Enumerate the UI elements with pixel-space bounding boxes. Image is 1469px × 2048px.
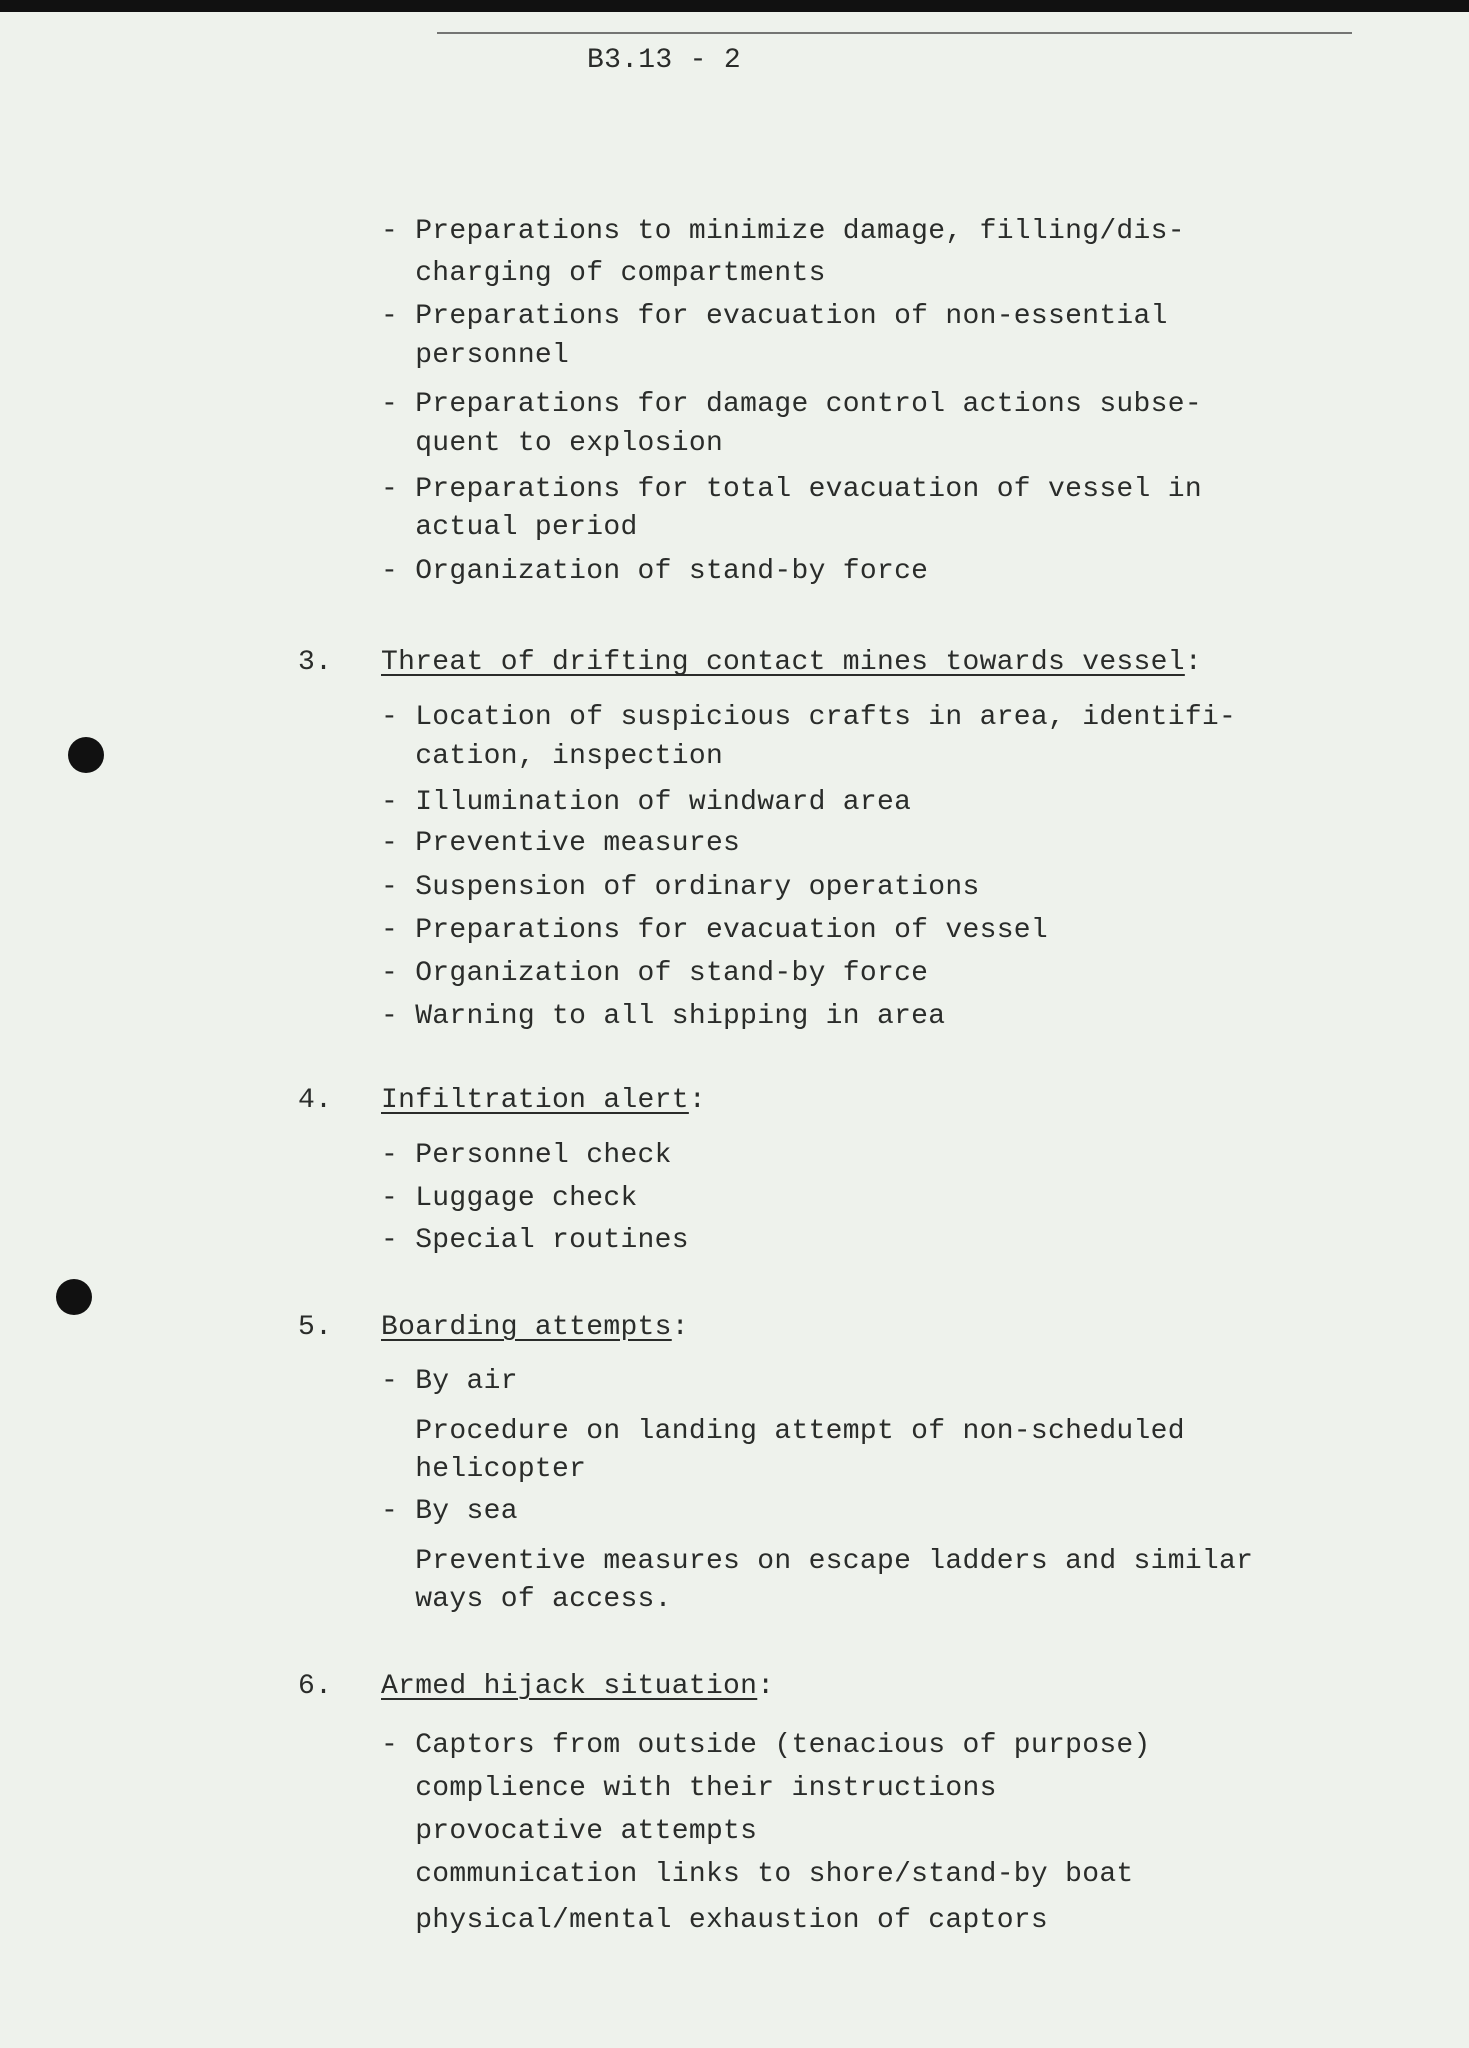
list-item: - Captors from outside (tenacious of purpose) <box>381 1729 1151 1761</box>
section-heading <box>381 1083 706 1119</box>
list-item: personnel <box>381 340 570 372</box>
punch-hole <box>56 1279 92 1315</box>
list-item: ways of access. <box>381 1583 672 1615</box>
section-number: 3. <box>298 647 333 679</box>
list-item: physical/mental exhaustion of captors <box>381 1904 1049 1936</box>
list-item: communication links to shore/stand-by boat <box>381 1859 1134 1891</box>
section-heading <box>381 1669 774 1705</box>
list-item: - By air <box>381 1365 518 1397</box>
top-rule <box>437 32 1352 34</box>
list-item: - Preparations for evacuation of vessel <box>381 915 1049 947</box>
heading-colon: : <box>688 1084 706 1116</box>
heading-colon: : <box>1184 647 1202 679</box>
section-heading-text: Armed hijack situation <box>381 1671 758 1703</box>
heading-colon: : <box>757 1671 775 1703</box>
section-heading-text: Boarding attempts <box>381 1311 672 1343</box>
list-item: provocative attempts <box>381 1816 758 1848</box>
list-item: charging of compartments <box>381 258 826 290</box>
list-item: helicopter <box>381 1454 587 1486</box>
list-item: - Preparations for evacuation of non-essential <box>381 301 1168 333</box>
list-item: - Organization of stand-by force <box>381 555 929 587</box>
list-item: - Illumination of windward area <box>381 787 912 819</box>
list-item: - Organization of stand-by force <box>381 958 929 990</box>
section-heading-text: Infiltration alert <box>381 1084 689 1116</box>
list-item: - Location of suspicious crafts in area, identifi- <box>381 702 1237 734</box>
list-item: - Preventive measures <box>381 827 741 859</box>
punch-hole <box>68 737 104 773</box>
list-item: quent to explosion <box>381 427 724 459</box>
list-item: - Preparations for damage control actions subse- <box>381 388 1202 420</box>
list-item: - Preparations for total evacuation of vessel in <box>381 473 1202 505</box>
section-number: 5. <box>298 1311 333 1343</box>
list-item: actual period <box>381 511 638 543</box>
list-item: - Suspension of ordinary operations <box>381 871 980 903</box>
list-item: Preventive measures on escape ladders and similar <box>381 1545 1254 1577</box>
section-number: 6. <box>298 1671 333 1703</box>
section-heading <box>381 1310 689 1346</box>
list-item: - By sea <box>381 1496 518 1528</box>
list-item: - Personnel check <box>381 1139 672 1171</box>
section-heading-text: Threat of drifting contact mines towards vessel <box>381 647 1185 679</box>
heading-colon: : <box>671 1311 689 1343</box>
scan-border <box>0 0 1469 12</box>
list-item: cation, inspection <box>381 741 724 773</box>
list-item: Procedure on landing attempt of non-scheduled <box>381 1416 1185 1448</box>
section-heading <box>381 645 1202 681</box>
list-item: complience with their instructions <box>381 1772 997 1804</box>
list-item: - Warning to all shipping in area <box>381 1001 946 1033</box>
list-item: - Luggage check <box>381 1182 638 1214</box>
list-item: - Special routines <box>381 1224 689 1256</box>
section-number: 4. <box>298 1084 333 1116</box>
list-item: - Preparations to minimize damage, filling/dis- <box>381 216 1185 248</box>
page-number: B3.13 - 2 <box>587 45 741 76</box>
